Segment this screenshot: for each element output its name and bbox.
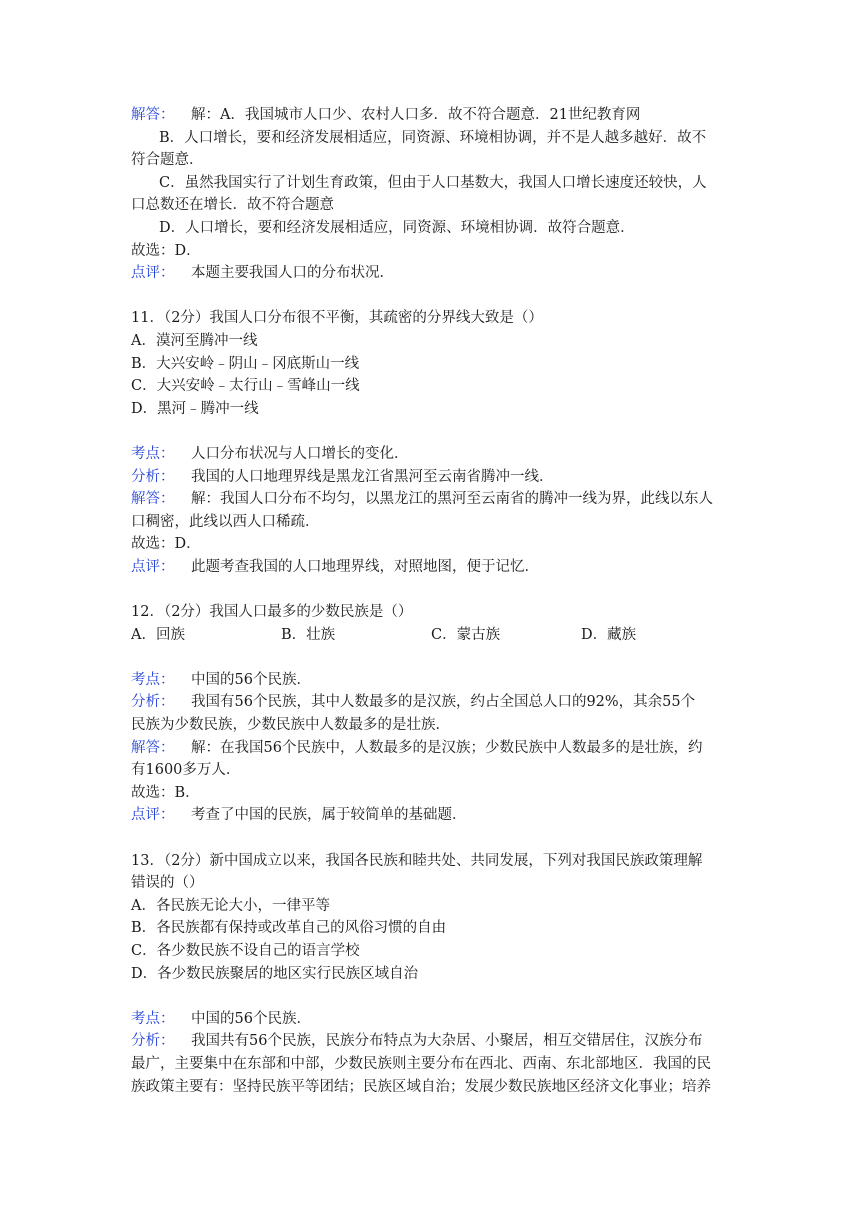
q11-answer bbox=[131, 488, 731, 511]
answer-text: 解：我国人口分布不均匀，以黑龙江的黑河至云南省的腾冲一线为界，此线以东人 bbox=[191, 491, 713, 508]
q13-analysis-cont: 最广，主要集中在东部和中部，少数民族则主要分布在西北、西南、东北部地区．我国的民 bbox=[131, 1055, 711, 1072]
analysis-text: 我国的人口地理界线是黑龙江省黑河至云南省腾冲一线． bbox=[191, 468, 554, 485]
q13-analysis-cont: 族政策主要有：坚持民族平等团结；民族区域自治；发展少数民族地区经济文化事业；培养 bbox=[131, 1078, 711, 1095]
q12-point bbox=[131, 669, 731, 692]
q13-point bbox=[131, 1008, 731, 1031]
q12-answer bbox=[131, 737, 731, 760]
point-text: 中国的56个民族． bbox=[191, 671, 311, 688]
answer-label: 解答： bbox=[131, 739, 175, 756]
q12-options bbox=[131, 624, 731, 647]
q12-stem: 12．（2分）我国人口最多的少数民族是（） bbox=[131, 604, 413, 621]
q11-stem: 11．（2分）我国人口分布很不平衡，其疏密的分界线大致是（） bbox=[131, 310, 543, 327]
q13-option-c: C．各少数民族不设自己的语言学校 bbox=[131, 942, 360, 959]
q12-option-b: B．壮族 bbox=[281, 626, 336, 643]
analysis-label: 分析： bbox=[131, 1033, 175, 1050]
q13-stem-cont: 错误的（） bbox=[131, 875, 204, 892]
q10-answer-line: 符合题意． bbox=[131, 152, 204, 169]
point-label: 考点： bbox=[131, 1010, 175, 1027]
analysis-text: 我国共有56个民族，民族分布特点为大杂居、小聚居，相互交错居住，汉族分布 bbox=[191, 1033, 703, 1050]
answer-label: 解答： bbox=[131, 107, 175, 123]
q13-option-a: A．各民族无论大小，一律平等 bbox=[131, 897, 330, 914]
point-text: 人口分布状况与人口增长的变化． bbox=[191, 445, 409, 462]
q12-comment bbox=[131, 804, 731, 827]
q12-option-a: A．回族 bbox=[131, 626, 185, 643]
q12-analysis-cont: 民族为少数民族，少数民族中人数最多的是壮族． bbox=[131, 717, 450, 734]
q11-point bbox=[131, 443, 731, 466]
comment-text: 此题考查我国的人口地理界线，对照地图，便于记忆． bbox=[191, 558, 539, 575]
comment-text: 考查了中国的民族，属于较简单的基础题． bbox=[191, 807, 467, 824]
q12-choice: 故选：B． bbox=[131, 784, 200, 801]
analysis-label: 分析： bbox=[131, 468, 175, 485]
q13-analysis bbox=[131, 1030, 731, 1053]
analysis-text: 我国有56个民族，其中人数最多的是汉族，约占全国总人口的92%，其余55个 bbox=[191, 694, 696, 711]
document-page bbox=[131, 104, 731, 1098]
point-label: 考点： bbox=[131, 445, 175, 462]
q10-answer-line: D．人口增长，要和经济发展相适应，同资源、环境相协调．故符合题意． bbox=[159, 219, 635, 236]
q11-option-c: C．大兴安岭﹣太行山﹣雪峰山一线 bbox=[131, 378, 360, 395]
q10-comment bbox=[131, 262, 731, 285]
answer-text: 解：A．我国城市人口少、农村人口多．故不符合题意．21世纪教育网 bbox=[191, 107, 641, 123]
q11-analysis bbox=[131, 466, 731, 489]
q11-option-b: B．大兴安岭﹣阴山﹣冈底斯山一线 bbox=[131, 355, 360, 372]
q12-option-d: D．藏族 bbox=[581, 626, 637, 643]
comment-text: 本题主要我国人口的分布状况． bbox=[191, 265, 394, 282]
q12-answer-cont: 有1600多万人． bbox=[131, 762, 241, 779]
q10-answer-line: B．人口增长，要和经济发展相适应，同资源、环境相协调，并不是人越多越好．故不 bbox=[159, 129, 707, 146]
q10-choice: 故选：D． bbox=[131, 242, 201, 259]
answer-label: 解答： bbox=[131, 491, 175, 508]
q13-option-b: B．各民族都有保持或改革自己的风俗习惯的自由 bbox=[131, 920, 447, 937]
q10-answer-line: 口总数还在增长．故不符合题意 bbox=[131, 197, 334, 214]
comment-label: 点评： bbox=[131, 265, 175, 282]
analysis-label: 分析： bbox=[131, 694, 175, 711]
point-label: 考点： bbox=[131, 671, 175, 688]
q12-analysis bbox=[131, 691, 731, 714]
point-text: 中国的56个民族． bbox=[191, 1010, 311, 1027]
q11-answer-cont: 口稠密，此线以西人口稀疏． bbox=[131, 513, 320, 530]
q11-option-a: A．漠河至腾冲一线 bbox=[131, 332, 258, 349]
q11-comment bbox=[131, 556, 731, 579]
q13-option-d: D．各少数民族聚居的地区实行民族区域自治 bbox=[131, 965, 419, 982]
comment-label: 点评： bbox=[131, 558, 175, 575]
q11-option-d: D．黑河﹣腾冲一线 bbox=[131, 400, 259, 417]
q10-answer-line bbox=[131, 104, 731, 127]
q12-option-c: C．蒙古族 bbox=[431, 626, 501, 643]
q10-answer-line: C．虽然我国实行了计划生育政策，但由于人口基数大，我国人口增长速度还较快，人 bbox=[159, 174, 707, 191]
answer-text: 解：在我国56个民族中，人数最多的是汉族；少数民族中人数最多的是壮族，约 bbox=[191, 739, 703, 756]
comment-label: 点评： bbox=[131, 807, 175, 824]
q13-stem: 13．（2分）新中国成立以来，我国各民族和睦共处、共同发展，下列对我国民族政策理解 bbox=[131, 852, 703, 869]
q11-choice: 故选：D． bbox=[131, 536, 201, 553]
